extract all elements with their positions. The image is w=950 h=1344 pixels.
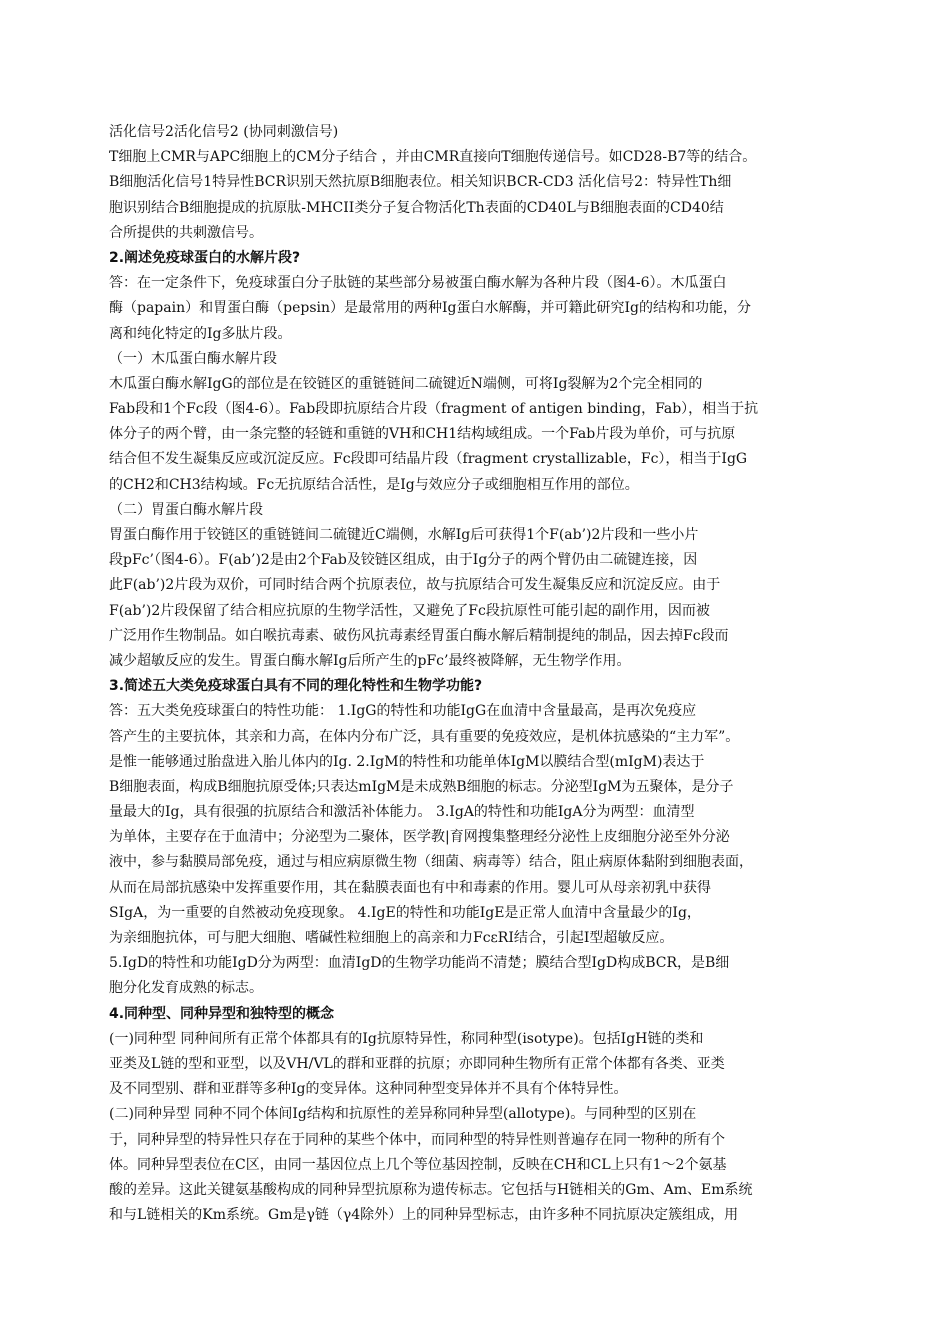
text-line: 答：五大类免疫球蛋白的特性功能： 1.IgG的特性和功能IgG在血清中含量最高，是再次免疫应 (109, 703, 697, 720)
text-line: (一)同种型 同种间所有正常个体都具有的Ig抗原特异性，称同种型(isotype)。包括IgH链的类和 (109, 1030, 704, 1047)
text-line: 活化信号2活化信号2 (协同刺激信号) (109, 124, 339, 140)
text-line: F(ab’)2片段保留了结合相应抗原的生物学活性，又避免了Fc段抗原性可能引起的副作用，因而被 (109, 602, 710, 619)
text-line: (二)同种异型 同种不同个体间Ig结构和抗原性的差异称同种异型(allotype)。与同种型的区别在 (109, 1106, 697, 1123)
text-line: 减少超敏反应的发生。胃蛋白酶水解Ig后所产生的pFc’最终被降解，无生物学作用。 (109, 652, 631, 669)
text-line: T细胞上CMR与APC细胞上的CM分子结合 ，并由CMR直接向T细胞传递信号。如CD28-B7等的结合。 (109, 149, 757, 166)
text-line: Fab段和1个Fc段（图4-6）。Fab段即抗原结合片段（fragment of antigen binding，Fab），相当于抗 (109, 401, 759, 418)
text-line: 体分子的两个臂，由一条完整的轻链和重链的VH和CH1结构域组成。一个Fab片段为单价，可与抗原 (109, 426, 736, 443)
text-line: 胞识别结合B细胞提成的抗原肽-MHCII类分子复合物活化Th表面的CD40L与B细胞表面的CD40结 (109, 199, 724, 216)
text-line: 胞分化发育成熟的标志。 (109, 980, 263, 997)
text-line: 液中，参与黏膜局部免疫，通过与相应病原微生物（细菌、病毒等）结合，阻止病原体黏附到细胞表面， (109, 854, 753, 871)
text-line: 结合但不发生凝集反应或沉淀反应。Fc段即可结晶片段（fragment crystallizable，Fc），相当于IgG (109, 451, 748, 468)
text-line: 是惟一能够通过胎盘进入胎儿体内的Ig. 2.IgM的特性和功能单体IgM以膜结合型(mIgM)表达于 (109, 753, 705, 770)
text-line: 酶（papain）和胃蛋白酶（pepsin）是最常用的两种Ig蛋白水解酶，并可籍此研究Ig的结构和功能，分 (109, 300, 751, 317)
text-line: 胃蛋白酶作用于铰链区的重链链间二硫键近C端侧，水解Ig后可获得1个F(ab’)2片段和一些小片 (109, 527, 699, 543)
text-line: 答：在一定条件下，免疫球蛋白分子肽链的某些部分易被蛋白酶水解为各种片段（图4-6）。木瓜蛋白 (109, 275, 727, 292)
text-line: 此F(ab’)2片段为双价，可同时结合两个抗原表位，故与抗原结合可发生凝集反应和沉淀反应。由于 (109, 577, 721, 594)
text-line: 从而在局部抗感染中发挥重要作用，其在黏膜表面也有中和毒素的作用。婴儿可从母亲初乳中获得 (109, 879, 711, 896)
section-heading: 3.简述五大类免疫球蛋白具有不同的理化特性和生物学功能? (109, 678, 483, 695)
text-line: 酸的差异。这此关键氨基酸构成的同种异型抗原称为遗传标志。它包括与H链相关的Gm、Am、Em系统 (109, 1181, 753, 1198)
text-line: 为亲细胞抗体，可与肥大细胞、嗜碱性粒细胞上的高亲和力FcεRI结合，引起Ⅰ型超敏反应。 (109, 930, 674, 946)
section-heading: 4.同种型、同种异型和独特型的概念 (109, 1005, 335, 1022)
text-line: 体。同种异型表位在C区，由同一基因位点上几个等位基因控制，反映在CH和CL上只有1～2个氨基 (109, 1156, 727, 1173)
text-line: 于，同种异型的特异性只存在于同种的某些个体中，而同种型的特异性则普遍存在同一物种的所有个 (109, 1131, 725, 1148)
text-line: 为单体，主要存在于血清中；分泌型为二聚体，医学教|育网搜集整理经分泌性上皮细胞分泌至外分泌 (109, 829, 730, 846)
text-line: 木瓜蛋白酶水解IgG的部位是在铰链区的重链链间二硫键近N端侧，可将Ig裂解为2个完全相同的 (109, 375, 703, 392)
text-line: （二）胃蛋白酶水解片段 (109, 501, 263, 518)
text-line: 和与L链相关的Km系统。Gm是γ链（γ4除外）上的同种异型标志，由许多种不同抗原决定簇组成，用 (109, 1207, 739, 1224)
text-line: 量最大的Ig，具有很强的抗原结合和激活补体能力。 3.IgA的特性和功能IgA分为两型：血清型 (109, 804, 695, 821)
text-line: 亚类及L链的型和亚型，以及VH/VL的群和亚群的抗原；亦即同种生物所有正常个体都有各类、亚类 (109, 1055, 725, 1072)
text-line: 的CH2和CH3结构域。Fc无抗原结合活性，是Ig与效应分子或细胞相互作用的部位。 (109, 476, 639, 493)
text-line: 合所提供的共刺激信号。 (109, 224, 263, 241)
document-page (109, 120, 844, 1228)
text-line: （一）木瓜蛋白酶水解片段 (109, 350, 277, 367)
text-line: B细胞表面，构成B细胞抗原受体;只表达mIgM是未成熟B细胞的标志。分泌型IgM为五聚体，是分子 (109, 778, 734, 795)
text-line: SIgA，为一重要的自然被动免疫现象。 4.IgE的特性和功能IgE是正常人血清中含量最少的Ig， (109, 904, 701, 921)
text-line: 答产生的主要抗体，其亲和力高，在体内分布广泛，具有重要的免疫效应，是机体抗感染的“主力军”。 (109, 728, 740, 745)
text-line: 段pFc’（图4-6）。F(ab’)2是由2个Fab及铰链区组成，由于Ig分子的两个臂仍由二硫键连接，因 (109, 552, 698, 569)
text-line: B细胞活化信号1特异性BCR识别天然抗原B细胞表位。相关知识BCR-CD3 活化信号2：特异性Th细 (109, 174, 732, 191)
text-line: 及不同型别、群和亚群等多种Ig的变异体。这种同种型变异体并不具有个体特异性。 (109, 1081, 628, 1098)
text-line: 5.IgD的特性和功能IgD分为两型：血清IgD的生物学功能尚不清楚；膜结合型IgD构成BCR，是B细 (109, 955, 730, 972)
text-line: 广泛用作生物制品。如白喉抗毒素、破伤风抗毒素经胃蛋白酶水解后精制提纯的制品，因去掉Fc段而 (109, 627, 729, 644)
section-heading: 2.阐述免疫球蛋白的水解片段? (109, 249, 301, 266)
text-line: 离和纯化特定的Ig多肽片段。 (109, 325, 292, 342)
